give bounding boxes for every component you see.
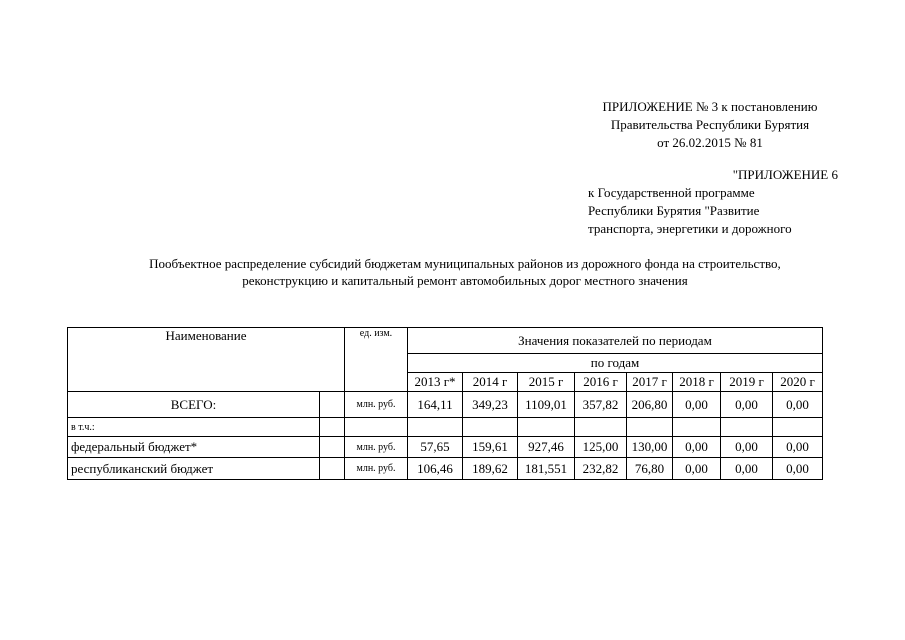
appendix3-line3: от 26.02.2015 № 81 [657, 135, 763, 150]
year-header: 2020 г [773, 373, 823, 392]
row-value: 181,551 [518, 458, 575, 480]
row-value: 57,65 [408, 437, 463, 458]
row-name: республиканский бюджет [68, 458, 320, 480]
year-header: 2018 г [673, 373, 721, 392]
col-name-header: Наименование [68, 328, 345, 392]
empty-cell [320, 458, 345, 480]
row-value: 0,00 [673, 437, 721, 458]
appendix6-header [588, 166, 838, 238]
empty-cell [320, 418, 345, 437]
appendix3-line2: Правительства Республики Бурятия [610, 117, 810, 132]
row-value: 0,00 [721, 392, 773, 418]
empty-cell [673, 418, 721, 437]
appendix6-line1: "ПРИЛОЖЕНИЕ 6 [732, 167, 838, 182]
row-value: 357,82 [575, 392, 627, 418]
row-value: 349,23 [463, 392, 518, 418]
empty-cell [320, 392, 345, 418]
row-value: 0,00 [721, 437, 773, 458]
title-line1: Пообъектное распределение субсидий бюджетам муниципальных районов из дорожного фонда на строительство, [149, 256, 781, 271]
row-name: федеральный бюджет* [68, 437, 320, 458]
row-value: 125,00 [575, 437, 627, 458]
table-row-federal [68, 437, 823, 458]
row-value: 0,00 [673, 392, 721, 418]
empty-cell [345, 418, 408, 437]
subsidy-table [67, 327, 823, 480]
year-header: 2013 г* [408, 373, 463, 392]
row-unit: млн. руб. [345, 458, 408, 480]
row-value: 159,61 [463, 437, 518, 458]
appendix3-header [560, 98, 860, 152]
row-value: 206,80 [627, 392, 673, 418]
by-years-header: по годам [408, 354, 823, 373]
row-value: 130,00 [627, 437, 673, 458]
row-value: 232,82 [575, 458, 627, 480]
row-value: 189,62 [463, 458, 518, 480]
document-title [60, 255, 870, 289]
row-value: 1109,01 [518, 392, 575, 418]
year-header: 2014 г [463, 373, 518, 392]
table-row-total [68, 392, 823, 418]
empty-cell [575, 418, 627, 437]
row-value: 106,46 [408, 458, 463, 480]
appendix6-line3: Республики Бурятия "Развитие [588, 203, 760, 218]
row-value: 164,11 [408, 392, 463, 418]
col-values-header: Значения показателей по периодам [408, 328, 823, 354]
row-value: 76,80 [627, 458, 673, 480]
appendix3-line1: ПРИЛОЖЕНИЕ № 3 к постановлению [602, 99, 818, 114]
col-unit-header: ед. изм. [345, 328, 408, 392]
row-value: 0,00 [721, 458, 773, 480]
year-header: 2017 г [627, 373, 673, 392]
row-value: 927,46 [518, 437, 575, 458]
row-unit: млн. руб. [345, 392, 408, 418]
year-header: 2016 г [575, 373, 627, 392]
year-header: 2019 г [721, 373, 773, 392]
empty-cell [463, 418, 518, 437]
row-name: ВСЕГО: [68, 392, 320, 418]
appendix6-line2: к Государственной программе [588, 185, 755, 200]
row-unit: млн. руб. [345, 437, 408, 458]
row-value: 0,00 [773, 458, 823, 480]
row-value: 0,00 [673, 458, 721, 480]
title-line2: реконструкцию и капитальный ремонт автомобильных дорог местного значения [242, 273, 688, 288]
empty-cell [320, 437, 345, 458]
year-header: 2015 г [518, 373, 575, 392]
table-row-including [68, 418, 823, 437]
appendix6-line4: транспорта, энергетики и дорожного [588, 221, 792, 236]
row-value: 0,00 [773, 392, 823, 418]
empty-cell [627, 418, 673, 437]
row-name: в т.ч.: [68, 418, 320, 437]
empty-cell [721, 418, 773, 437]
row-value: 0,00 [773, 437, 823, 458]
empty-cell [773, 418, 823, 437]
empty-cell [408, 418, 463, 437]
empty-cell [518, 418, 575, 437]
table-row-republican [68, 458, 823, 480]
